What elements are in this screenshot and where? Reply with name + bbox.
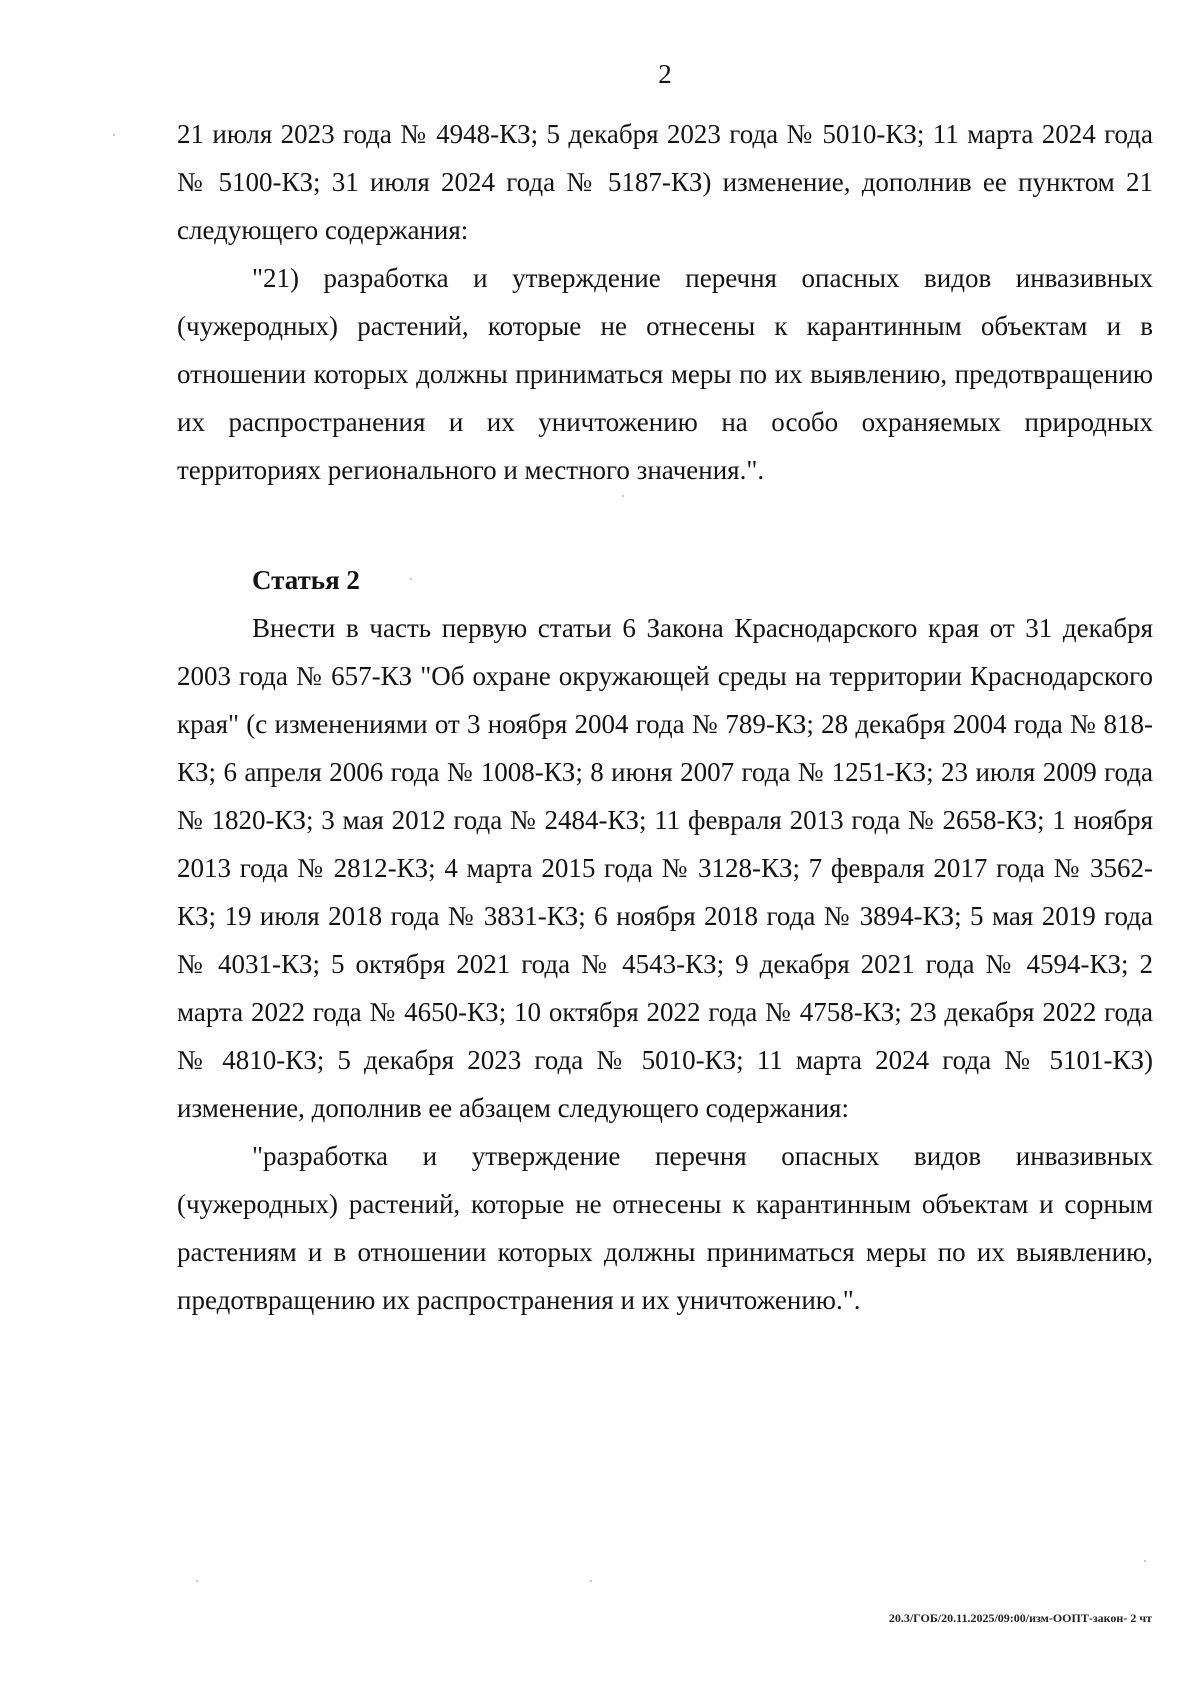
scan-speck (590, 1580, 592, 1582)
article1-intro-paragraph: 21 июля 2023 года № 4948-КЗ; 5 декабря 2023 года № 5010-КЗ; 11 марта 2024 года № 5100-КЗ; 31 июля 2024 года № 5187-КЗ) изменение, дополнив ее пунктом 21 следующего содержания: (177, 119, 1153, 245)
scan-speck (196, 1580, 198, 1582)
article2-quoted-paragraph: "разработка и утверждение перечня опасных видов инвазивных (чужеродных) растений, которые не отнесены к карантинным объектам и сорным растениям и в отношении которых должны приниматься меры по их выявлению, предотвращению их распространения и их уничтожению.". (177, 1141, 1153, 1315)
article2-body-paragraph: Внести в часть первую статьи 6 Закона Краснодарского края от 31 декабря 2003 года № 657-КЗ "Об охране окружающей среды на территории Краснодарского края" (с изменениями от 3 ноября 2004 года № 789-КЗ; 28 декабря 2004 года № 818-КЗ; 6 апреля 2006 года № 1008-КЗ; 8 июня 2007 года № 1251-КЗ; 23 июля 2009 года № 1820-КЗ; 3 мая 2012 года № 2484-КЗ; 11 февраля 2013 года № 2658-КЗ; 1 ноября 2013 года № 2812-КЗ; 4 марта 2015 года № 3128-КЗ; 7 февраля 2017 года № 3562-КЗ; 19 июля 2018 года № 3831-КЗ; 6 ноября 2018 года № 3894-КЗ; 5 мая 2019 года № 4031-КЗ; 5 октября 2021 года № 4543-КЗ; 9 декабря 2021 года № 4594-КЗ; 2 марта 2022 года № 4650-КЗ; 10 октября 2022 года № 4758-КЗ; 23 декабря 2022 года № 4810-КЗ; 5 декабря 2023 года № 5010-КЗ; 11 марта 2024 года № 5101-КЗ) изменение, дополнив ее абзацем следующего содержания: (177, 613, 1153, 1123)
article1-quoted-item-paragraph: "21) разработка и утверждение перечня опасных видов инвазивных (чужеродных) растений, которые не отнесены к карантинным объектам и в отношении которых должны приниматься меры по их выявлению, предотвращению их распространения и их уничтожению на особо охраняемых природных территориях регионального и местного значения.". (177, 263, 1153, 485)
document-footer-code: 20.3/ГОБ/20.11.2025/09:00/изм-ООПТ-закон- 2 чт (888, 1611, 1152, 1625)
scan-speck (622, 495, 624, 497)
page-number: 2 (658, 59, 672, 89)
article2-heading: Статья 2 (252, 565, 360, 595)
scan-speck (410, 578, 412, 580)
document-body (177, 110, 1153, 1324)
scan-speck (113, 134, 115, 136)
scan-speck (1144, 1560, 1146, 1562)
